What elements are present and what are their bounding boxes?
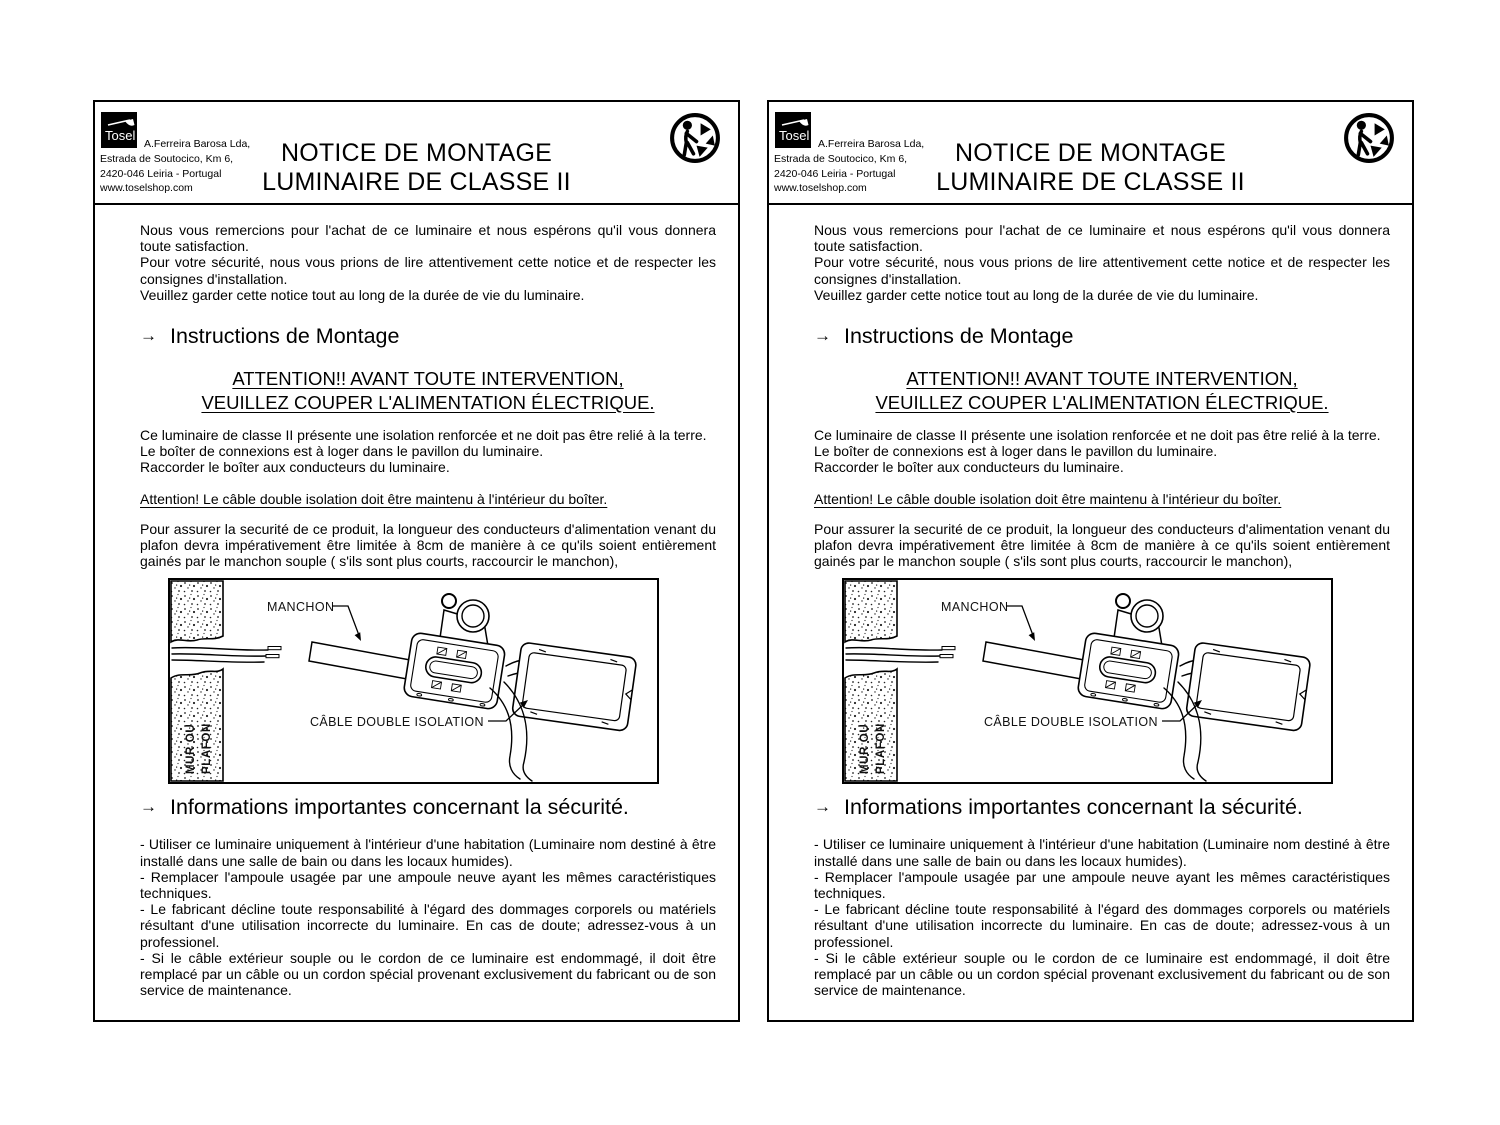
company-website: www.toselshop.com bbox=[774, 182, 867, 194]
class2-line-1: Ce luminaire de classe II présente une isolation renforcée et ne doit pas être relié à la terre. bbox=[814, 427, 1381, 444]
tosel-logo bbox=[101, 112, 137, 148]
title-line-1: NOTICE DE MONTAGE bbox=[280, 139, 552, 167]
company-name: A.Ferreira Barosa Lda, bbox=[144, 138, 251, 150]
notice-page bbox=[93, 100, 740, 1022]
document-title bbox=[215, 139, 618, 197]
installation-diagram bbox=[842, 578, 1333, 784]
notice-page bbox=[767, 100, 1414, 1022]
wire-tip bbox=[266, 655, 279, 658]
arrow-bullet-icon: → bbox=[140, 326, 157, 346]
warning-line-2: VEUILLEZ COUPER L'ALIMENTATION ÉLECTRIQUE. bbox=[875, 391, 1329, 413]
title-line-2: LUMINAIRE DE CLASSE II bbox=[262, 168, 571, 196]
page-body bbox=[95, 205, 738, 998]
cover-plate bbox=[512, 642, 637, 731]
address-line-2: 2420-046 Leiria - Portugal bbox=[100, 167, 222, 180]
connection-box bbox=[403, 632, 506, 710]
arrow-bullet-icon: → bbox=[140, 797, 157, 817]
cable-label: CÂBLE DOUBLE ISOLATION bbox=[310, 715, 484, 730]
section-heading-montage-text: Instructions de Montage bbox=[844, 324, 1074, 349]
intro-paragraph-1: Nous vous remercions pour l'achat de ce luminaire et nous espérons qu'il vous donnera toute satisfaction. bbox=[814, 222, 1390, 255]
company-name: A.Ferreira Barosa Lda, bbox=[818, 138, 925, 150]
safety-item-3: - Le fabricant décline toute responsabilité à l'égard des dommages corporels ou matériels résultant d'une utilisation incorrecte du luminaire. En cas de doute; adressez-vous à un professionel. bbox=[814, 901, 1390, 950]
manchon-label: MANCHON bbox=[941, 600, 1009, 615]
attention-note: Attention! Le câble double isolation doit être maintenu à l'intérieur du boîter. bbox=[140, 490, 608, 507]
page-header bbox=[95, 102, 738, 205]
section-heading-montage bbox=[814, 323, 1390, 349]
diagram-drawing bbox=[844, 580, 1331, 782]
section-heading-securite-text: Informations importantes concernant la sécurité. bbox=[844, 795, 1303, 820]
safety-item-3: - Le fabricant décline toute responsabilité à l'égard des dommages corporels ou matériels résultant d'une utilisation incorrecte du luminaire. En cas de doute; adressez-vous à un professionel. bbox=[140, 901, 716, 950]
section-heading-securite bbox=[140, 794, 716, 820]
address-line-1: Estrada de Soutocico, Km 6, bbox=[100, 153, 234, 165]
manchon-leader-line bbox=[1006, 606, 1034, 638]
wall-column bbox=[845, 581, 897, 781]
wire-tip bbox=[942, 647, 955, 650]
connection-box bbox=[1077, 632, 1180, 710]
tosel-logo bbox=[775, 112, 811, 148]
safety-list bbox=[140, 836, 716, 998]
wall-label-line-1: MUR OU bbox=[859, 724, 871, 775]
warning-line-1: ATTENTION!! AVANT TOUTE INTERVENTION, bbox=[906, 368, 1298, 390]
wire-tip bbox=[940, 655, 953, 658]
manchon-label: MANCHON bbox=[267, 600, 335, 615]
wall-label-line-1: MUR OU bbox=[185, 724, 197, 775]
company-website: www.toselshop.com bbox=[100, 182, 193, 194]
class2-line-3: Raccorder le boîter aux conducteurs du luminaire. bbox=[140, 459, 450, 476]
safety-item-2: - Remplacer l'ampoule usagée par une ampoule neuve ayant les mêmes caractéristiques techniques. bbox=[140, 868, 716, 902]
safety-item-4: - Si le câble extérieur souple ou le cordon de ce luminaire est endommagé, il doit être remplacé par un câble ou un cordon spécial provenant exclusivement du fabricant ou de son service de maintenance. bbox=[814, 949, 1390, 999]
section-heading-securite bbox=[814, 794, 1390, 820]
warning-line-2: VEUILLEZ COUPER L'ALIMENTATION ÉLECTRIQUE. bbox=[201, 391, 655, 413]
intro-paragraph-3: Veuillez garder cette notice tout au long de la durée de vie du luminaire. bbox=[814, 286, 1259, 303]
section-heading-montage bbox=[140, 323, 716, 349]
wall-label-line-2: PLAFON bbox=[875, 723, 887, 775]
supply-wires bbox=[846, 648, 942, 663]
lamp-icon bbox=[775, 112, 811, 148]
manchon-leader-line bbox=[332, 606, 360, 638]
page-left bbox=[93, 100, 740, 1022]
intro-paragraph-2: Pour votre sécurité, nous vous prions de lire attentivement cette notice et de respecter les consignes d'installation. bbox=[140, 254, 716, 287]
cover-plate bbox=[1186, 642, 1311, 731]
intro-paragraph-1: Nous vous remercions pour l'achat de ce luminaire et nous espérons qu'il vous donnera toute satisfaction. bbox=[140, 222, 716, 255]
arrow-bullet-icon: → bbox=[814, 797, 831, 817]
safety-item-2: - Remplacer l'ampoule usagée par une ampoule neuve ayant les mêmes caractéristiques techniques. bbox=[814, 868, 1390, 902]
triman-recycling-icon bbox=[1341, 110, 1397, 166]
cable-label: CÂBLE DOUBLE ISOLATION bbox=[984, 715, 1158, 730]
company-address bbox=[100, 152, 233, 196]
page-body bbox=[769, 205, 1412, 998]
arrow-bullet-icon: → bbox=[814, 326, 831, 346]
page-right bbox=[767, 100, 1414, 1022]
class2-line-2: Le boîter de connexions est à loger dans le pavillon du luminaire. bbox=[140, 443, 544, 460]
class2-line-3: Raccorder le boîter aux conducteurs du luminaire. bbox=[814, 459, 1124, 476]
manchon-arrowhead bbox=[355, 633, 361, 642]
lamp-icon bbox=[101, 112, 137, 148]
wire-tip bbox=[268, 647, 281, 650]
manchon-arrowhead bbox=[1029, 633, 1035, 642]
attention-note: Attention! Le câble double isolation doit être maintenu à l'intérieur du boîter. bbox=[814, 490, 1282, 507]
triman-recycling-icon bbox=[667, 110, 723, 166]
class2-paragraph bbox=[814, 427, 1390, 476]
title-line-1: NOTICE DE MONTAGE bbox=[954, 139, 1226, 167]
section-heading-securite-text: Informations importantes concernant la sécurité. bbox=[170, 795, 629, 820]
wall-column bbox=[171, 581, 223, 781]
page-header bbox=[769, 102, 1412, 205]
warning-banner bbox=[140, 367, 716, 414]
class2-line-2: Le boîter de connexions est à loger dans le pavillon du luminaire. bbox=[814, 443, 1218, 460]
diagram-drawing bbox=[170, 580, 657, 782]
safety-item-1: - Utiliser ce luminaire uniquement à l'intérieur d'une habitation (Luminaire nom destiné à être installé dans une salle de bain ou dans les locaux humides). bbox=[814, 836, 1390, 869]
section-heading-montage-text: Instructions de Montage bbox=[170, 324, 400, 349]
safety-item-1: - Utiliser ce luminaire uniquement à l'intérieur d'une habitation (Luminaire nom destiné à être installé dans une salle de bain ou dans les locaux humides). bbox=[140, 836, 716, 869]
logo-wordmark: Tosel bbox=[779, 128, 810, 143]
warning-line-1: ATTENTION!! AVANT TOUTE INTERVENTION, bbox=[232, 368, 624, 390]
sleeve-paragraph: Pour assurer la securité de ce produit, la longueur des conducteurs d'alimentation venant du plafon devra impérativement être limitée à 8cm de manière à ce qu'ils soient entièrement gainés par le manchon souple ( s'ils sont plus courts, raccourcir le manchon), bbox=[140, 520, 716, 570]
installation-diagram bbox=[168, 578, 659, 784]
safety-item-4: - Si le câble extérieur souple ou le cordon de ce luminaire est endommagé, il doit être remplacé par un câble ou un cordon spécial provenant exclusivement du fabricant ou de son service de maintenance. bbox=[140, 949, 716, 999]
intro-paragraph-2: Pour votre sécurité, nous vous prions de lire attentivement cette notice et de respecter les consignes d'installation. bbox=[814, 254, 1390, 287]
document-title bbox=[889, 139, 1292, 197]
warning-banner bbox=[814, 367, 1390, 414]
class2-paragraph bbox=[140, 427, 716, 476]
wall-label-line-2: PLAFON bbox=[201, 723, 213, 775]
supply-wires bbox=[172, 648, 268, 663]
intro-paragraph-3: Veuillez garder cette notice tout au long de la durée de vie du luminaire. bbox=[140, 286, 585, 303]
address-line-1: Estrada de Soutocico, Km 6, bbox=[774, 153, 908, 165]
safety-list bbox=[814, 836, 1390, 998]
company-address bbox=[774, 152, 907, 196]
title-line-2: LUMINAIRE DE CLASSE II bbox=[936, 168, 1245, 196]
class2-line-1: Ce luminaire de classe II présente une isolation renforcée et ne doit pas être relié à la terre. bbox=[140, 427, 707, 444]
logo-wordmark: Tosel bbox=[105, 128, 136, 143]
sleeve-paragraph: Pour assurer la securité de ce produit, la longueur des conducteurs d'alimentation venant du plafon devra impérativement être limitée à 8cm de manière à ce qu'ils soient entièrement gainés par le manchon souple ( s'ils sont plus courts, raccourcir le manchon), bbox=[814, 520, 1390, 570]
address-line-2: 2420-046 Leiria - Portugal bbox=[774, 167, 896, 180]
